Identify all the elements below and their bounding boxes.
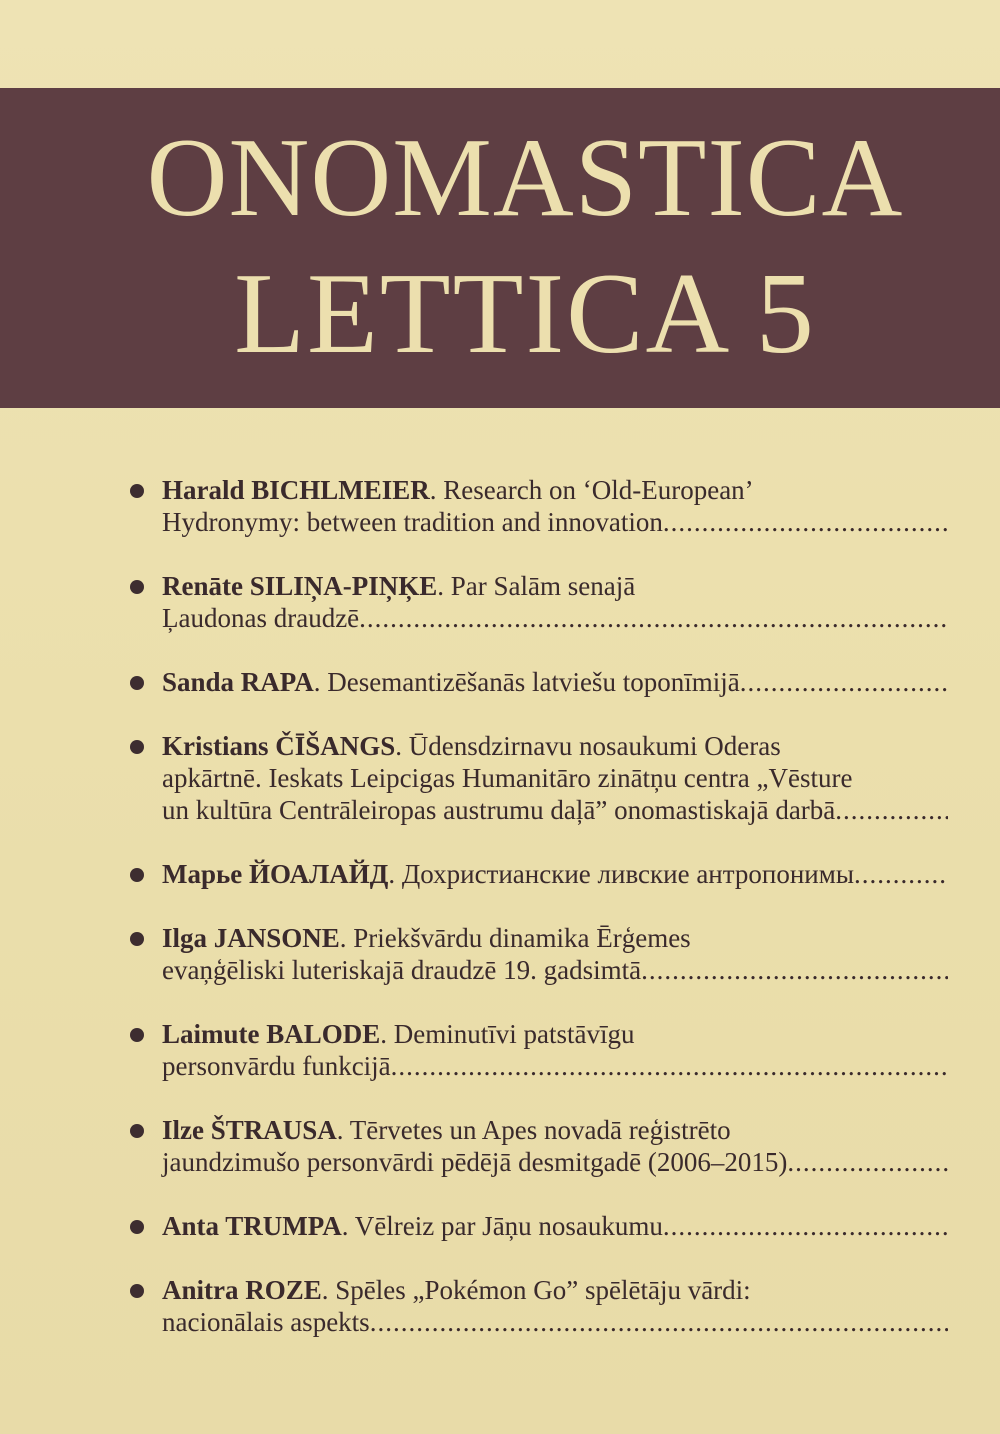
journal-title-line-1: ONOMASTICA: [146, 116, 904, 240]
entry-author: Laimute BALODE: [162, 1019, 381, 1049]
contents-entry: [128, 666, 948, 698]
entry-author: Anitra ROZE: [162, 1275, 322, 1305]
bullet-icon: [130, 740, 144, 754]
entry-title-continued: personvārdu funkcijā: [162, 1051, 391, 1081]
journal-title-line-2: LETTICA 5: [234, 250, 816, 378]
contents-entry: [128, 730, 948, 826]
bullet-icon: [130, 868, 144, 882]
entry-title: . Spēles „Pokémon Go” spēlētāju vārdi:: [321, 1275, 751, 1305]
bullet-icon: [130, 1284, 144, 1298]
dot-leader: [787, 1146, 948, 1178]
contents-entry: [128, 474, 948, 538]
entry-author: Ilga JANSONE: [162, 923, 340, 953]
dot-leader: [835, 794, 948, 826]
dot-leader: [663, 1210, 948, 1242]
entry-title-continued: Hydronymy: between tradition and innovation: [162, 507, 663, 537]
dot-leader: [359, 602, 948, 634]
contents-entry: [128, 1274, 948, 1338]
table-of-contents: [128, 474, 948, 1370]
entry-title: . Tērvetes un Apes novadā reģistrēto: [336, 1115, 731, 1145]
contents-entry: [128, 570, 948, 634]
entry-title: . Par Salām senajā: [437, 571, 636, 601]
entry-title-continued: evaņģēliski luteriskajā draudzē 19. gadsimtā: [162, 955, 642, 985]
entry-author: Sanda RAPA: [162, 667, 314, 697]
bullet-icon: [130, 932, 144, 946]
bullet-icon: [130, 1028, 144, 1042]
dot-leader: [663, 506, 948, 538]
dot-leader: [854, 858, 948, 890]
entry-title: . Ūdensdzirnavu nosaukumi Oderas: [395, 731, 781, 761]
contents-entry: [128, 1114, 948, 1178]
entry-title: . Дохристианские ливские антропонимы: [388, 859, 854, 889]
contents-entry: [128, 922, 948, 986]
dot-leader: [641, 954, 948, 986]
dot-leader: [370, 1306, 948, 1338]
dot-leader: [391, 1050, 948, 1082]
entry-title: . Vēlreiz par Jāņu nosaukumu: [341, 1211, 663, 1241]
entry-author: Марье ЙОАЛАЙД: [162, 859, 389, 889]
contents-entry: [128, 858, 948, 890]
entry-title: . Deminutīvi patstāvīgu: [380, 1019, 635, 1049]
bullet-icon: [130, 484, 144, 498]
entry-author: Harald BICHLMEIER: [162, 475, 430, 505]
bullet-icon: [130, 1220, 144, 1234]
contents-entry: [128, 1018, 948, 1082]
entry-title: . Priekšvārdu dinamika Ērģemes: [339, 923, 691, 953]
entry-title-continued: apkārtnē. Ieskats Leipcigas Humanitāro zinātņu centra „Vēsture: [162, 763, 853, 793]
entry-author: Anta TRUMPA: [162, 1211, 342, 1241]
entry-author: Renāte SILIŅA-PIŅĶE: [162, 571, 438, 601]
entry-title-continued: Ļaudonas draudzē: [162, 603, 360, 633]
bullet-icon: [130, 676, 144, 690]
entry-author: Kristians ČĪŠANGS: [162, 731, 396, 761]
entry-author: Ilze ŠTRAUSA: [162, 1115, 337, 1145]
entry-title-continued: un kultūra Centrāleiropas austrumu daļā” onomastiskajā darbā: [162, 795, 836, 825]
contents-entry: [128, 1210, 948, 1242]
entry-title: . Desemantizēšanās latviešu toponīmijā: [313, 667, 740, 697]
dot-leader: [740, 666, 948, 698]
entry-title: . Research on ‘Old-European’: [429, 475, 754, 505]
entry-title-continued: jaundzimušo personvārdi pēdējā desmitgadē (2006–2015): [162, 1147, 788, 1177]
bullet-icon: [130, 1124, 144, 1138]
entry-title-continued: nacionālais aspekts: [162, 1307, 370, 1337]
bullet-icon: [130, 580, 144, 594]
